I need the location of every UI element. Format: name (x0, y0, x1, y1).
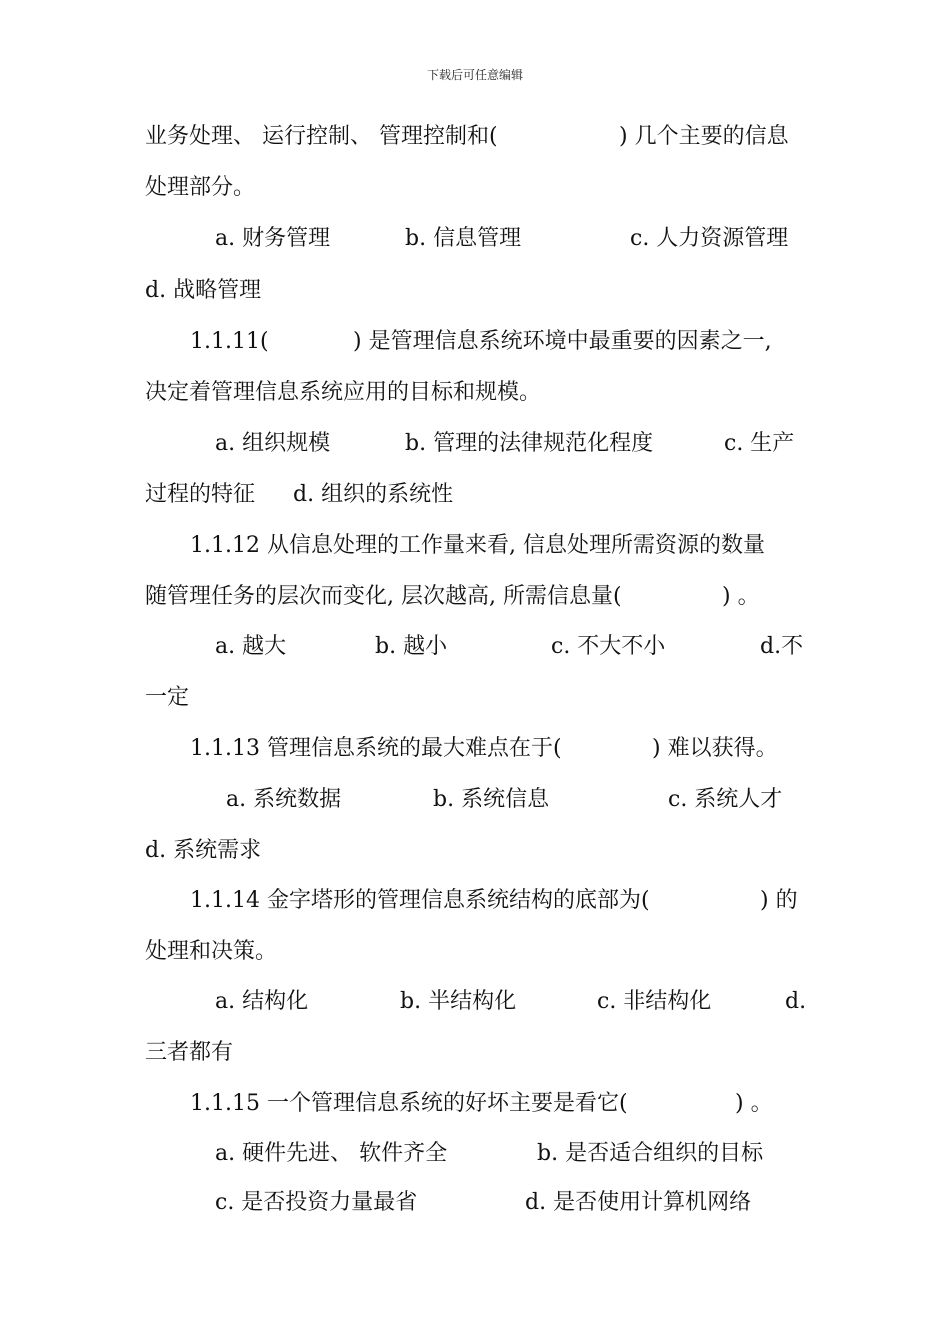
q10-stem-cont: 处理部分。 (145, 175, 256, 200)
q12-option-a: a. 越大 (215, 634, 287, 659)
q11-option-c-cont: 过程的特征 (145, 482, 256, 507)
q15-option-d: d. 是否使用计算机网络 (525, 1190, 752, 1215)
q15-stem-part2: ) 。 (735, 1091, 773, 1116)
q10-option-d: d. 战略管理 (145, 278, 262, 303)
q14-option-b: b. 半结构化 (400, 989, 517, 1014)
q13-option-b: b. 系统信息 (433, 787, 550, 812)
q14-option-d-cont: 三者都有 (145, 1040, 234, 1065)
q10-option-c: c. 人力资源管理 (630, 226, 789, 251)
q12-stem: 1.1.12 从信息处理的工作量来看, 信息处理所需资源的数量 (190, 533, 765, 558)
q12-option-d-cont: 一定 (145, 685, 190, 710)
q10-stem-part2: ) 几个主要的信息 (619, 124, 789, 149)
q13-option-d: d. 系统需求 (145, 838, 262, 863)
q15-stem-part1: 1.1.15 一个管理信息系统的好坏主要是看它( (190, 1091, 628, 1116)
q10-stem-part1: 业务处理、 运行控制、 管理控制和( (145, 124, 498, 149)
q11-stem-part2: ) 是管理信息系统环境中最重要的因素之一, (353, 329, 772, 354)
q11-option-d: d. 组织的系统性 (293, 482, 454, 507)
q15-option-c: c. 是否投资力量最省 (215, 1190, 418, 1215)
page-header: 下载后可任意编辑 (426, 68, 523, 82)
q12-option-d: d.不 (760, 634, 804, 659)
q14-option-c: c. 非结构化 (597, 989, 712, 1014)
q15-option-a: a. 硬件先进、 软件齐全 (215, 1141, 448, 1166)
q14-option-a: a. 结构化 (215, 989, 309, 1014)
q11-option-c: c. 生产 (724, 431, 795, 456)
q12-option-c: c. 不大不小 (551, 634, 666, 659)
q11-stem-part1: 1.1.11( (190, 329, 269, 354)
q12-option-b: b. 越小 (375, 634, 448, 659)
q14-option-d: d. (785, 989, 807, 1014)
q11-option-b: b. 管理的法律规范化程度 (405, 431, 654, 456)
q10-option-b: b. 信息管理 (405, 226, 522, 251)
q12-stem-cont-part2: ) 。 (722, 584, 760, 609)
q11-stem-cont: 决定着管理信息系统应用的目标和规模。 (145, 380, 542, 405)
q15-option-b: b. 是否适合组织的目标 (537, 1141, 764, 1166)
q14-stem-part2: ) 的 (760, 888, 798, 913)
q13-stem-part2: ) 难以获得。 (652, 736, 778, 761)
q14-stem-part1: 1.1.14 金字塔形的管理信息系统结构的底部为( (190, 888, 650, 913)
q11-option-a: a. 组织规模 (215, 431, 331, 456)
q12-stem-cont-part1: 随管理任务的层次而变化, 层次越高, 所需信息量( (145, 584, 622, 609)
q10-option-a: a. 财务管理 (215, 226, 331, 251)
q13-option-a: a. 系统数据 (226, 787, 342, 812)
q13-stem-part1: 1.1.13 管理信息系统的最大难点在于( (190, 736, 562, 761)
q14-stem-cont: 处理和决策。 (145, 939, 278, 964)
q13-option-c: c. 系统人才 (668, 787, 783, 812)
